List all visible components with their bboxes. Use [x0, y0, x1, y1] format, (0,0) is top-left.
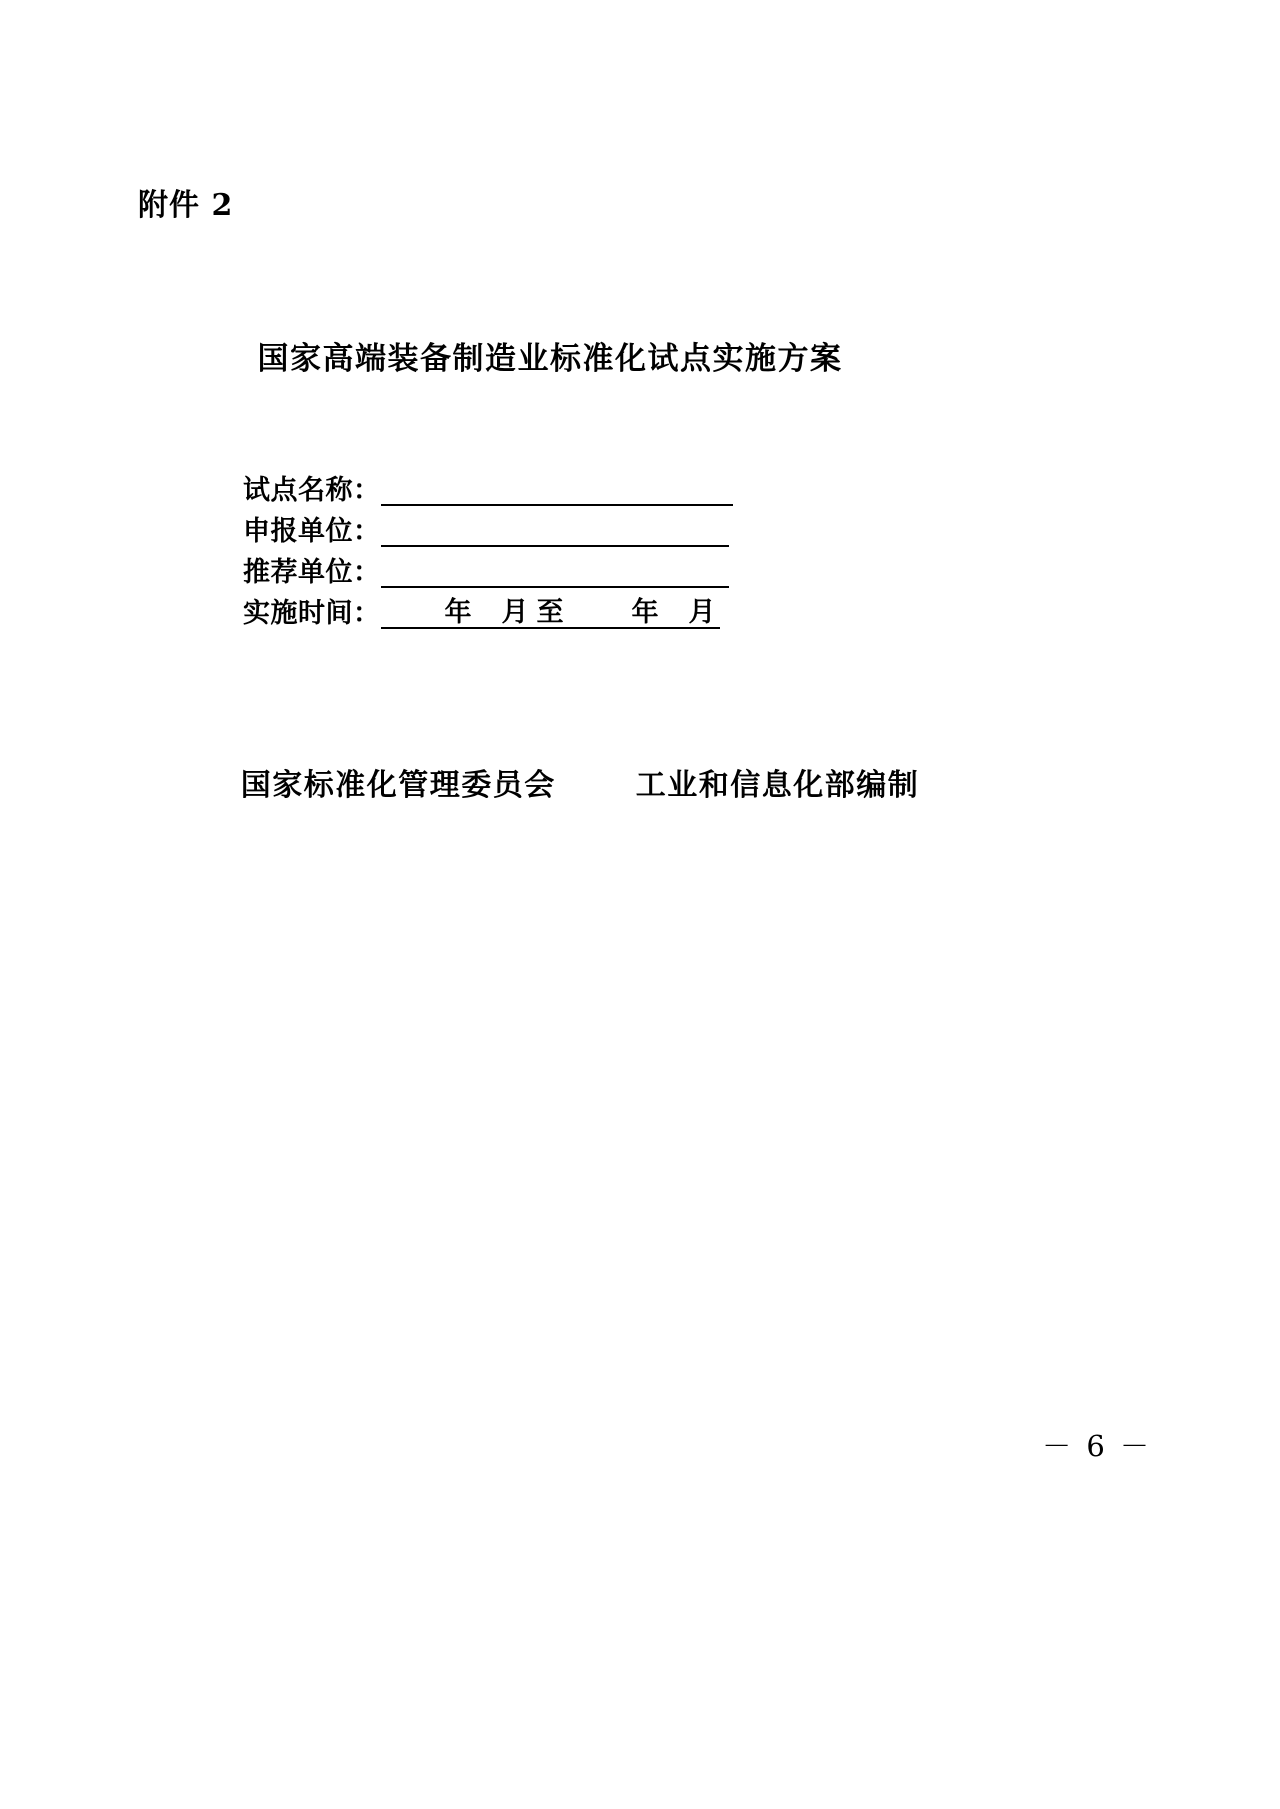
issuer-secondary: 工业和信息化部编制 [635, 768, 920, 803]
form-row-recommending-unit [243, 554, 803, 588]
form-row-applicant-unit [243, 513, 803, 547]
attachment-label: 附件 2 [138, 188, 234, 223]
pilot-name-label: 试点名称： [243, 475, 381, 506]
implementation-period-label: 实施时间： [243, 598, 381, 629]
period-connector: 至 [533, 597, 568, 629]
form-row-implementation-period [243, 595, 803, 629]
start-year-input[interactable] [381, 597, 441, 629]
start-month-input[interactable] [476, 597, 498, 629]
form-row-pilot-name [243, 472, 803, 506]
end-month-unit: 月 [685, 597, 720, 629]
recommending-unit-label: 推荐单位： [243, 557, 381, 588]
end-month-input[interactable] [663, 597, 685, 629]
start-year-unit: 年 [441, 597, 476, 629]
page-title: 国家高端装备制造业标准化试点实施方案 [257, 341, 843, 377]
form-block [243, 472, 803, 629]
recommending-unit-input[interactable] [381, 560, 729, 588]
page-number: － 6 － [1042, 1429, 1152, 1463]
issuing-organizations [0, 760, 1160, 804]
issuer-primary: 国家标准化管理委员会 [240, 768, 556, 803]
end-year-input[interactable] [568, 597, 628, 629]
applicant-unit-input[interactable] [381, 519, 729, 547]
applicant-unit-label: 申报单位： [243, 516, 381, 547]
pilot-name-input[interactable] [381, 478, 733, 506]
end-year-unit: 年 [628, 597, 663, 629]
start-month-unit: 月 [498, 597, 533, 629]
